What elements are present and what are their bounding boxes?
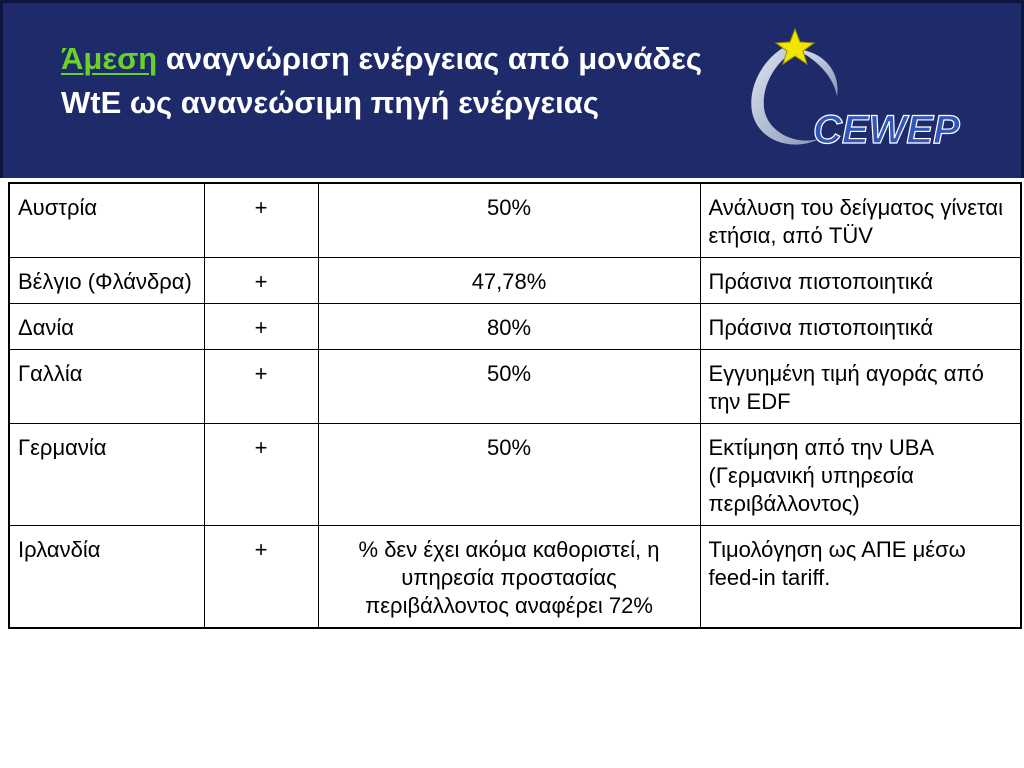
note-cell: Εκτίμηση από την UBA (Γερμανική υπηρεσία περιβάλλοντος) [700, 424, 1021, 526]
country-cell: Βέλγιο (Φλάνδρα) [9, 258, 204, 304]
title-highlight: Άμεση [61, 41, 158, 76]
country-cell: Γερμανία [9, 424, 204, 526]
cewep-logo [741, 25, 977, 159]
share-cell: 80% [318, 304, 700, 350]
title-text: αναγνώριση ενέργειας από μονάδες WtE ως ανανεώσιμη πηγή ενέργειας [61, 41, 703, 120]
slide-header [0, 0, 1024, 178]
note-cell: Πράσινα πιστοποιητικά [700, 304, 1021, 350]
note-cell: Εγγυημένη τιμή αγοράς από την EDF [700, 350, 1021, 424]
countries-table [8, 182, 1022, 629]
sign-cell: + [204, 526, 318, 629]
table-row [9, 258, 1021, 304]
slide-title [61, 37, 721, 125]
share-cell: 50% [318, 424, 700, 526]
share-cell: % δεν έχει ακόμα καθοριστεί, η υπηρεσία προστασίας περιβάλλοντος αναφέρει 72% [318, 526, 700, 629]
country-cell: Δανία [9, 304, 204, 350]
sign-cell: + [204, 183, 318, 258]
note-cell: Πράσινα πιστοποιητικά [700, 258, 1021, 304]
note-cell: Ανάλυση του δείγματος γίνεται ετήσια, από TÜV [700, 183, 1021, 258]
logo-text: CEWEP [813, 108, 960, 152]
country-cell: Αυστρία [9, 183, 204, 258]
sign-cell: + [204, 424, 318, 526]
table-row [9, 304, 1021, 350]
country-cell: Γαλλία [9, 350, 204, 424]
share-cell: 50% [318, 183, 700, 258]
sign-cell: + [204, 258, 318, 304]
sign-cell: + [204, 304, 318, 350]
table-row [9, 183, 1021, 258]
sign-cell: + [204, 350, 318, 424]
share-cell: 50% [318, 350, 700, 424]
share-cell: 47,78% [318, 258, 700, 304]
country-cell: Ιρλανδία [9, 526, 204, 629]
table-row [9, 526, 1021, 629]
table-row [9, 424, 1021, 526]
note-cell: Τιμολόγηση ως ΑΠΕ μέσω feed-in tariff. [700, 526, 1021, 629]
countries-table-container [8, 182, 1022, 629]
table-row [9, 350, 1021, 424]
